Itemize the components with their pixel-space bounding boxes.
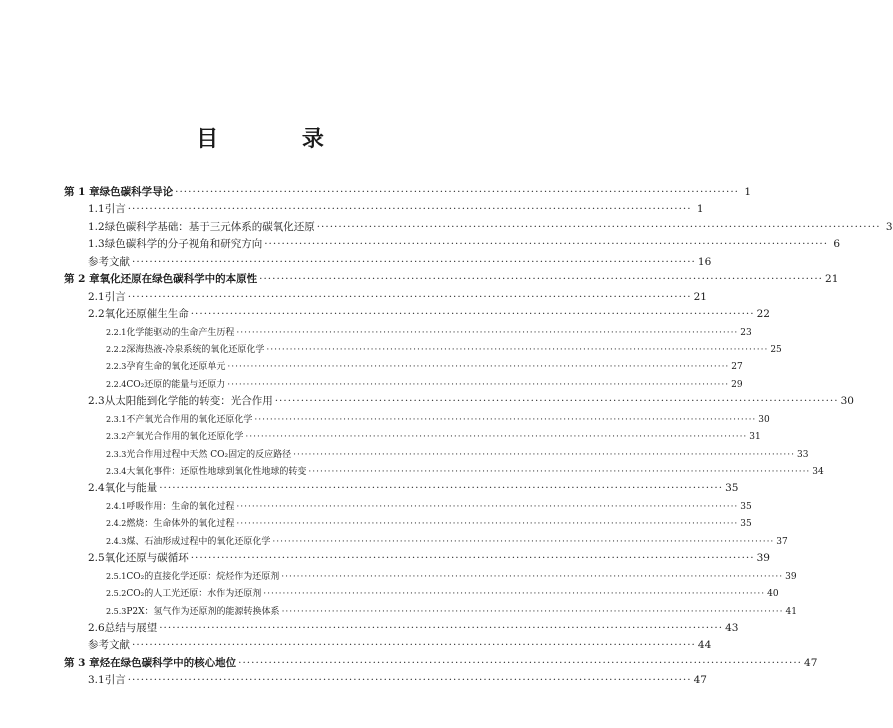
toc-leader-dots — [132, 254, 696, 271]
toc-page-number: 33 — [797, 449, 809, 460]
toc-page-number: 37 — [776, 536, 788, 547]
toc-page-number: 1 — [696, 203, 704, 216]
toc-entry-number: 2.3.4 — [106, 467, 127, 476]
toc-section-entry — [64, 289, 707, 306]
toc-entry-title: 参考文献 — [88, 255, 130, 268]
toc-entry-number: 2.6 — [88, 621, 105, 634]
toc-entry-title: 氧化还原与碳循环 — [104, 552, 189, 565]
toc-entry-number: 2.4 — [88, 482, 105, 495]
toc-leader-dots — [128, 672, 692, 689]
toc-leader-dots — [191, 550, 755, 567]
toc-entry-title: 煤、石油形成过程中的氧化还原化学 — [126, 536, 271, 547]
toc-page-number: 21 — [825, 273, 839, 286]
toc-page-number: 40 — [767, 589, 779, 600]
toc-subsection-entry — [64, 515, 752, 532]
toc-chapter-entry — [64, 184, 752, 201]
toc-leader-dots — [266, 342, 768, 359]
toc-entry-title: 绿色碳科学基础：基于三元体系的碳氧化还原 — [104, 220, 315, 233]
toc-leader-dots — [281, 569, 783, 586]
toc-entry-number: 第 3 章 — [64, 656, 100, 669]
toc-entry-title: 孕育生命的氧化还原单元 — [126, 362, 226, 373]
toc-leader-dots — [236, 325, 738, 342]
toc-entry-title: 不产氧光合作用的氧化还原化学 — [126, 414, 253, 425]
toc-chapter-entry — [64, 271, 839, 288]
toc-entry-title: CO₂还原的能量与还原力 — [126, 379, 226, 390]
toc-chapter-entry — [64, 655, 818, 672]
toc-leader-dots — [263, 586, 765, 603]
toc-entry-number: 2.3.2 — [106, 432, 127, 442]
toc-leader-dots — [132, 637, 696, 654]
toc-references-entry — [64, 637, 712, 654]
toc-entry-title: 燃烧：生命体外的氧化过程 — [126, 519, 235, 530]
toc-entry-number: 1.3 — [88, 238, 105, 251]
toc-page-number: 30 — [758, 414, 770, 425]
toc-entry-title: 烃在绿色碳科学中的核心地位 — [99, 656, 237, 669]
toc-page-number: 29 — [731, 379, 743, 390]
toc-page-number: 47 — [693, 674, 707, 687]
toc-leader-dots — [308, 464, 810, 481]
toc-leader-dots — [264, 236, 828, 253]
toc-references-entry — [64, 254, 712, 271]
toc-leader-dots — [275, 393, 839, 410]
toc-entry-number: 2.4.3 — [106, 536, 127, 546]
toc-entry-title: 引言 — [104, 203, 126, 216]
toc-section-entry — [64, 201, 704, 218]
toc-page-number: 21 — [693, 290, 707, 303]
toc-subsection-entry — [64, 463, 824, 480]
toc-subsection-entry — [64, 585, 779, 602]
toc-entry-title: 呼吸作用：生命的氧化过程 — [126, 501, 235, 512]
toc-entry-number: 2.2 — [88, 308, 105, 321]
toc-entry-title: 产氧光合作用的氧化还原化学 — [126, 432, 244, 443]
toc-page-number: 30 — [840, 395, 854, 408]
toc-page-number: 1 — [744, 186, 752, 198]
toc-entry-title: CO₂的人工光还原：水作为还原剂 — [126, 589, 262, 600]
toc-section-entry — [64, 672, 707, 689]
toc-section-entry — [64, 306, 770, 323]
toc-subsection-entry — [64, 411, 770, 428]
toc-leader-dots — [259, 271, 823, 288]
toc-entry-title: CO₂的直接化学还原：烷烃作为还原剂 — [126, 571, 280, 582]
toc-leader-dots — [236, 516, 738, 533]
toc-page-number: 34 — [812, 467, 824, 477]
toc-entry-number: 2.2.4 — [106, 379, 127, 389]
toc-leader-dots — [175, 184, 739, 201]
toc-leader-dots — [159, 480, 723, 497]
toc-entry-number: 2.5.1 — [106, 571, 127, 581]
toc-leader-dots — [238, 655, 802, 672]
toc-entry-title: 大氧化事件：还原性地球到氧化性地球的转变 — [126, 467, 307, 477]
toc-page-number: 39 — [785, 571, 797, 582]
toc-page-number: 3 — [885, 220, 893, 233]
toc-leader-dots — [227, 377, 729, 394]
toc-entry-title: 深海热液-冷泉系统的氧化还原化学 — [126, 344, 265, 355]
toc-leader-dots — [159, 620, 723, 637]
toc-page-number: 41 — [785, 606, 797, 617]
toc-page-number: 27 — [731, 362, 743, 373]
toc-page-number: 39 — [756, 552, 770, 565]
toc-entry-number: 2.4.2 — [106, 519, 127, 529]
toc-leader-dots — [245, 429, 747, 446]
toc-subsection-entry — [64, 358, 743, 375]
toc-entry-number: 2.2.2 — [106, 344, 127, 354]
toc-page-number: 35 — [740, 501, 752, 512]
toc-subsection-entry — [64, 533, 788, 550]
toc-entry-title: 绿色碳科学的分子视角和研究方向 — [104, 238, 263, 251]
toc-section-entry — [64, 550, 770, 567]
toc-entry-title: 总结与展望 — [104, 621, 158, 634]
toc-entry-title: P2X：氢气作为还原剂的能源转换体系 — [126, 606, 280, 617]
toc-entry-title: 从太阳能到化学能的转变：光合作用 — [104, 395, 273, 408]
toc-subsection-entry — [64, 446, 809, 463]
toc-entry-title: 氧化还原催生生命 — [104, 308, 189, 321]
toc-entry-number: 2.3.1 — [106, 414, 127, 424]
toc-section-entry — [64, 236, 841, 253]
toc-entry-title: 氧化还原在绿色碳科学中的本原性 — [99, 273, 258, 286]
toc-leader-dots — [282, 604, 784, 621]
toc-subsection-entry — [64, 324, 752, 341]
toc-section-entry — [64, 620, 739, 637]
toc-page-number: 35 — [725, 482, 739, 495]
toc-entry-number: 2.3.3 — [106, 449, 127, 459]
toc-entry-number: 2.3 — [88, 395, 105, 408]
toc-entry-title: 引言 — [104, 674, 126, 687]
toc-entry-number: 第 2 章 — [64, 273, 100, 286]
toc-page-number: 25 — [770, 344, 782, 355]
toc-leader-dots — [128, 201, 692, 218]
toc-entry-number: 第 1 章 — [64, 186, 100, 198]
toc-entry-number: 1.1 — [88, 203, 105, 216]
toc-section-entry — [64, 393, 854, 410]
toc-leader-dots — [191, 306, 755, 323]
toc-subsection-entry — [64, 568, 797, 585]
toc-subsection-entry — [64, 376, 743, 393]
toc-subsection-entry — [64, 428, 761, 445]
toc-entry-title: 光合作用过程中天然 CO₂固定的反应路径 — [126, 449, 292, 460]
toc-page-number: 16 — [697, 255, 712, 268]
toc-leader-dots — [128, 289, 692, 306]
toc-subsection-entry — [64, 498, 752, 515]
page-title: 目 录 — [196, 126, 362, 152]
table-of-contents — [64, 184, 893, 690]
toc-leader-dots — [293, 447, 795, 464]
toc-entry-number: 2.2.1 — [106, 327, 127, 337]
toc-entry-number: 2.2.3 — [106, 362, 127, 372]
toc-page-number: 47 — [804, 656, 818, 669]
toc-page-number: 22 — [756, 308, 770, 321]
toc-entry-number: 2.5.2 — [106, 589, 127, 599]
toc-entry-number: 2.5.3 — [106, 606, 127, 616]
toc-page-number: 44 — [697, 639, 712, 652]
toc-section-entry — [64, 480, 739, 497]
toc-entry-number: 2.5 — [88, 552, 105, 565]
toc-page-number: 43 — [725, 621, 739, 634]
toc-entry-title: 氧化与能量 — [104, 482, 158, 495]
toc-page-number: 35 — [740, 519, 752, 530]
toc-leader-dots — [236, 499, 738, 516]
toc-entry-title: 引言 — [104, 290, 126, 303]
toc-leader-dots — [317, 219, 881, 236]
toc-leader-dots — [227, 359, 729, 376]
toc-entry-number: 1.2 — [88, 220, 105, 233]
toc-entry-number: 2.1 — [88, 290, 105, 303]
toc-subsection-entry — [64, 603, 797, 620]
toc-section-entry — [64, 219, 893, 236]
toc-entry-title: 绿色碳科学导论 — [99, 186, 174, 198]
toc-page-number: 6 — [833, 238, 841, 251]
toc-entry-title: 参考文献 — [88, 639, 130, 652]
toc-entry-number: 3.1 — [88, 674, 105, 687]
toc-entry-number: 2.4.1 — [106, 501, 127, 511]
toc-page-number: 31 — [749, 432, 761, 443]
toc-subsection-entry — [64, 341, 782, 358]
toc-leader-dots — [254, 412, 756, 429]
toc-leader-dots — [272, 534, 774, 551]
toc-page-number: 23 — [740, 327, 752, 338]
toc-entry-title: 化学能驱动的生命产生历程 — [126, 327, 235, 338]
